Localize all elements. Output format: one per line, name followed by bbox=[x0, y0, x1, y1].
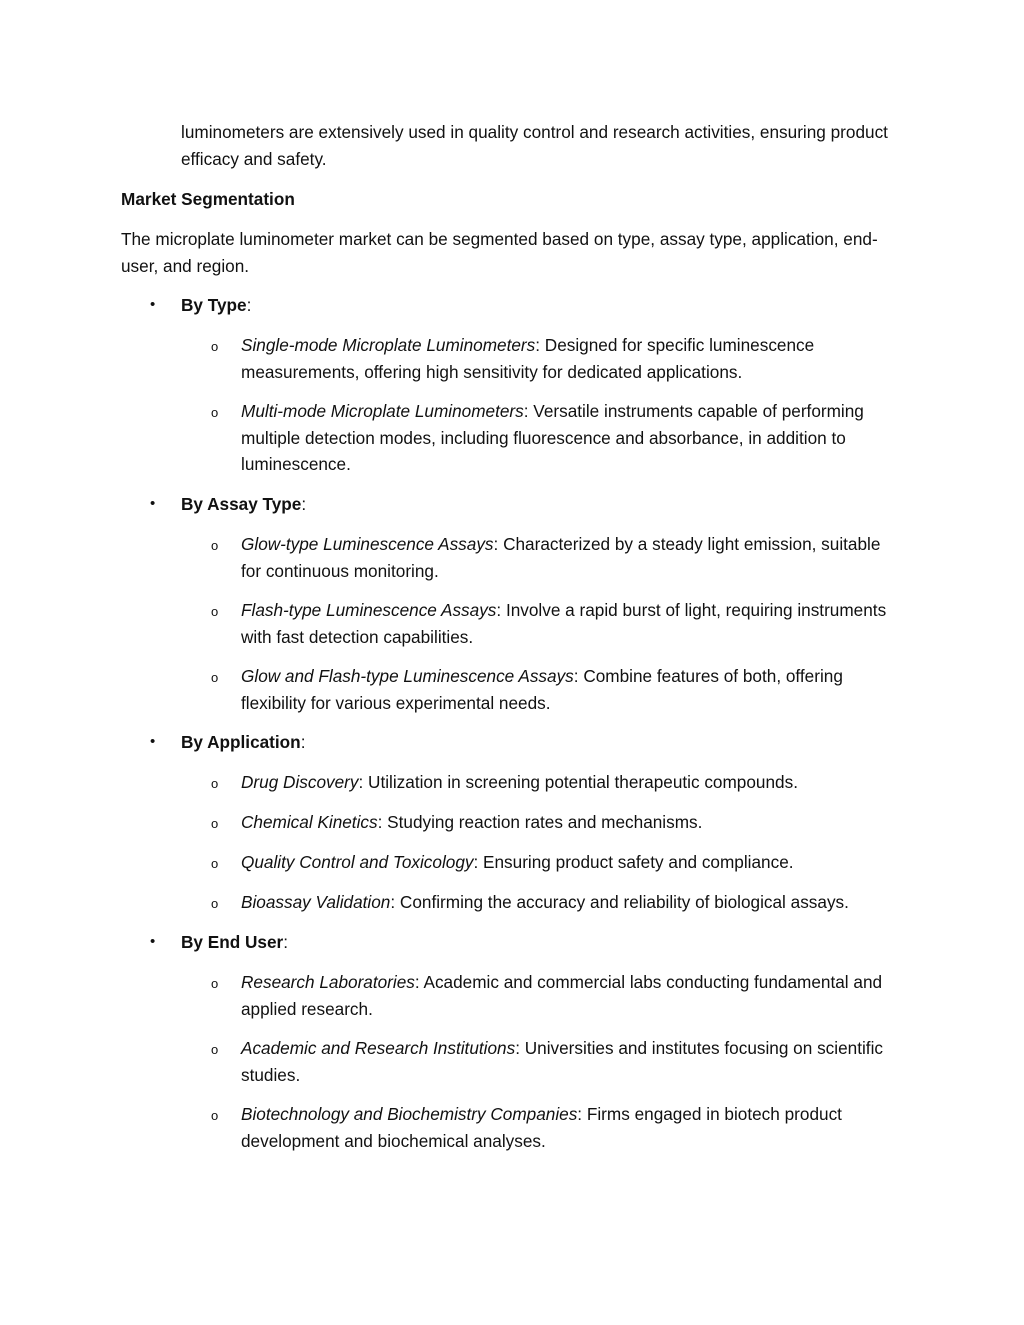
sub-bullet-icon: o bbox=[211, 670, 219, 685]
sub-bullet-icon: o bbox=[211, 856, 219, 871]
item-description: : Characterized by a steady light emission, suitable for continuous monitoring. bbox=[241, 534, 881, 581]
list-item bbox=[211, 332, 911, 385]
item-description: : Confirming the accuracy and reliability of biological assays. bbox=[390, 892, 849, 912]
list-item bbox=[211, 531, 911, 584]
item-description: : Involve a rapid burst of light, requiring instruments with fast detection capabilities. bbox=[241, 600, 887, 647]
item-term: Chemical Kinetics bbox=[241, 812, 378, 832]
category-colon: : bbox=[300, 732, 306, 752]
sub-bullet-icon: o bbox=[211, 538, 219, 553]
bullet-icon: • bbox=[150, 933, 156, 950]
section-lead-paragraph: The microplate luminometer market can be segmented based on type, assay type, application, end-user, and region. bbox=[121, 229, 878, 276]
item-term: Drug Discovery bbox=[241, 772, 359, 792]
item-term: Flash-type Luminescence Assays bbox=[241, 600, 497, 620]
item-description: : Utilization in screening potential therapeutic compounds. bbox=[358, 772, 798, 792]
sub-bullet-icon: o bbox=[211, 896, 219, 911]
list-item bbox=[211, 1101, 911, 1154]
item-term: Glow and Flash-type Luminescence Assays bbox=[241, 666, 574, 686]
item-term: Quality Control and Toxicology bbox=[241, 852, 474, 872]
category-label: By Assay Type bbox=[181, 494, 302, 514]
sub-bullet-icon: o bbox=[211, 405, 219, 420]
intro-continuation-paragraph: luminometers are extensively used in quality control and research activities, ensuring product efficacy and safety. bbox=[181, 122, 888, 169]
sub-bullet-icon: o bbox=[211, 1108, 219, 1123]
item-term: Research Laboratories bbox=[241, 972, 415, 992]
list-item bbox=[211, 769, 911, 796]
list-item bbox=[211, 969, 911, 1022]
item-term: Biotechnology and Biochemistry Companies bbox=[241, 1104, 578, 1124]
item-term: Bioassay Validation bbox=[241, 892, 391, 912]
item-description: : Studying reaction rates and mechanisms. bbox=[377, 812, 703, 832]
section-heading: Market Segmentation bbox=[121, 189, 295, 209]
bullet-icon: • bbox=[150, 296, 156, 313]
category-label: By End User bbox=[181, 932, 284, 952]
list-item bbox=[211, 398, 911, 478]
item-term: Multi-mode Microplate Luminometers bbox=[241, 401, 524, 421]
category-colon: : bbox=[246, 295, 252, 315]
item-description: : Designed for specific luminescence measurements, offering high sensitivity for dedicated applications. bbox=[241, 335, 815, 382]
list-item bbox=[211, 849, 911, 876]
sub-bullet-icon: o bbox=[211, 604, 219, 619]
sub-bullet-icon: o bbox=[211, 976, 219, 991]
list-item bbox=[211, 889, 911, 916]
item-description: : Universities and institutes focusing on scientific studies. bbox=[241, 1038, 883, 1085]
bullet-icon: • bbox=[150, 495, 156, 512]
item-description: : Versatile instruments capable of performing multiple detection modes, including fluorescence and absorbance, in addition to luminescence. bbox=[241, 401, 864, 474]
list-item bbox=[211, 663, 911, 716]
item-term: Academic and Research Institutions bbox=[241, 1038, 516, 1058]
list-item bbox=[211, 809, 911, 836]
category-colon: : bbox=[283, 932, 288, 952]
item-term: Glow-type Luminescence Assays bbox=[241, 534, 494, 554]
category-colon: : bbox=[301, 494, 307, 514]
bullet-icon: • bbox=[150, 733, 156, 750]
item-term: Single-mode Microplate Luminometers bbox=[241, 335, 536, 355]
category-label: By Type bbox=[181, 295, 247, 315]
sub-bullet-icon: o bbox=[211, 816, 219, 831]
list-item bbox=[211, 1035, 911, 1088]
sub-bullet-icon: o bbox=[211, 1042, 219, 1057]
item-description: : Academic and commercial labs conducting fundamental and applied research. bbox=[241, 972, 883, 1019]
item-description: : Ensuring product safety and compliance. bbox=[473, 852, 794, 872]
list-item bbox=[211, 597, 911, 650]
item-description: : Combine features of both, offering flexibility for various experimental needs. bbox=[241, 666, 843, 713]
sub-bullet-icon: o bbox=[211, 776, 219, 791]
category-label: By Application bbox=[181, 732, 301, 752]
item-description: : Firms engaged in biotech product development and biochemical analyses. bbox=[241, 1104, 842, 1151]
sub-bullet-icon: o bbox=[211, 339, 219, 354]
